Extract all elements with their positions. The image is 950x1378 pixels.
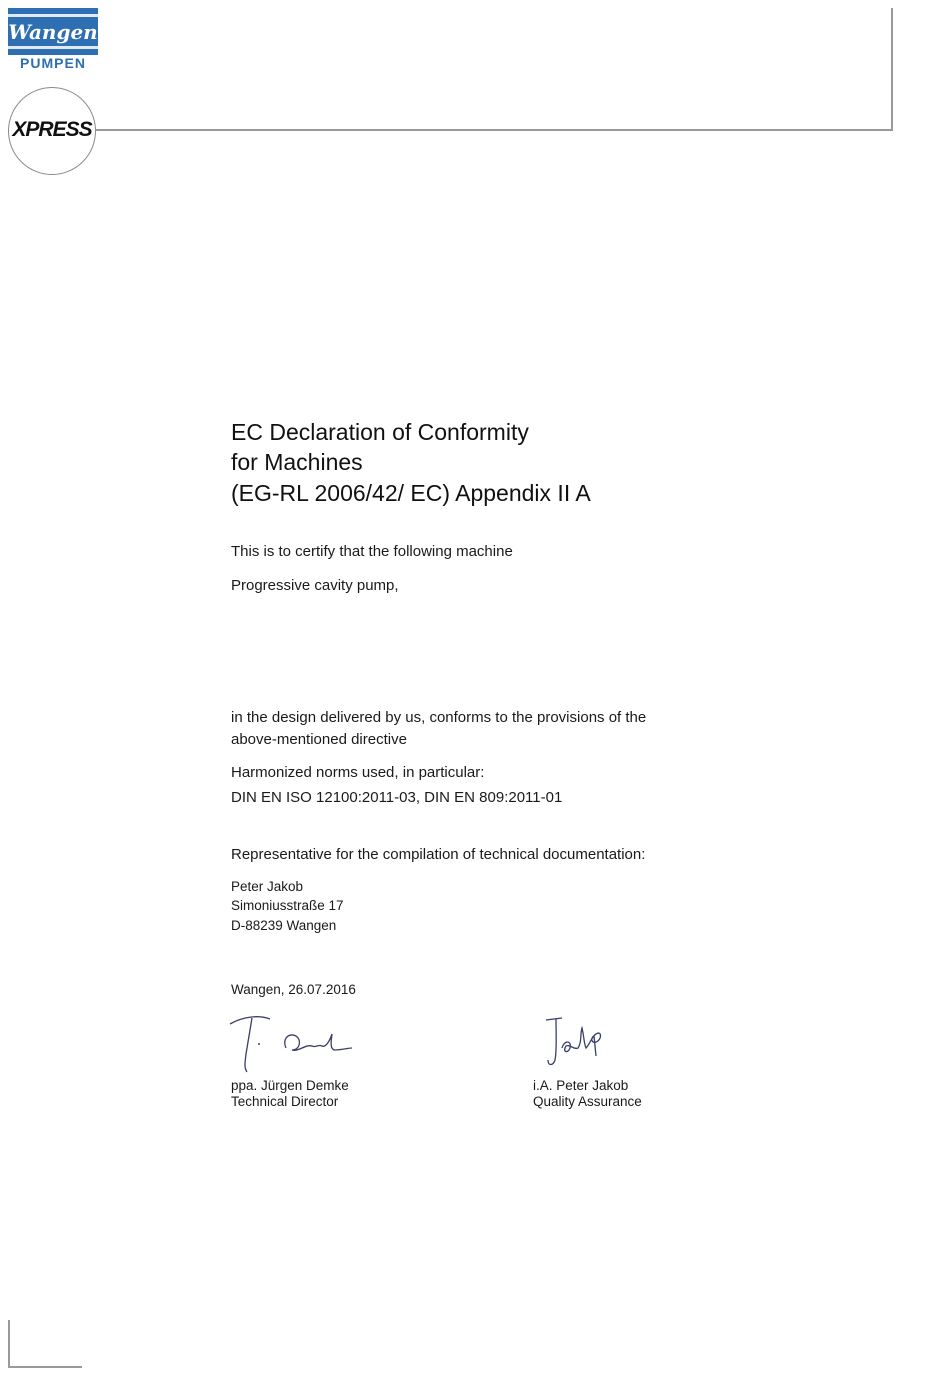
signatory-1-role: Technical Director — [231, 1094, 339, 1109]
document-title-line-1: EC Declaration of Conformity — [231, 419, 529, 445]
logo-brand-text: Wangen — [8, 20, 98, 44]
representative-label: Representative for the compilation of technical documentation: — [231, 846, 646, 863]
certify-text: This is to certify that the following machine — [231, 543, 513, 560]
place-and-date: Wangen, 26.07.2016 — [231, 982, 356, 997]
signature-jakob — [540, 1014, 620, 1070]
norms-label: Harmonized norms used, in particular: — [231, 764, 485, 781]
norms-value: DIN EN ISO 12100:2011-03, DIN EN 809:2011-01 — [231, 789, 563, 806]
representative-name: Peter Jakob — [231, 879, 304, 894]
conformity-text-line-2: above-mentioned directive — [231, 731, 407, 748]
footer-rule — [8, 1366, 82, 1368]
representative-city: D-88239 Wangen — [231, 918, 337, 933]
conformity-text-line-1: in the design delivered by us, conforms to the provisions of the — [231, 709, 647, 726]
xpress-badge-logo — [8, 87, 96, 175]
signatory-1-name: ppa. Jürgen Demke — [231, 1078, 349, 1093]
footer-left-border-line — [8, 1320, 10, 1368]
xpress-badge-text: XPRESS — [12, 118, 92, 141]
signatory-2-role: Quality Assurance — [533, 1094, 642, 1109]
document-title-line-2: for Machines — [231, 449, 363, 475]
logo-sub-text: PUMPEN — [20, 55, 86, 71]
signatory-2-name: i.A. Peter Jakob — [533, 1078, 629, 1093]
signature-demke — [226, 1010, 356, 1074]
machine-name: Progressive cavity pump, — [231, 577, 399, 594]
right-border-line — [891, 8, 893, 131]
header-rule — [96, 129, 893, 131]
representative-street: Simoniusstraße 17 — [231, 898, 344, 913]
wangen-pumpen-logo — [8, 8, 98, 70]
document-title-line-3: (EG-RL 2006/42/ EC) Appendix II A — [231, 480, 591, 506]
